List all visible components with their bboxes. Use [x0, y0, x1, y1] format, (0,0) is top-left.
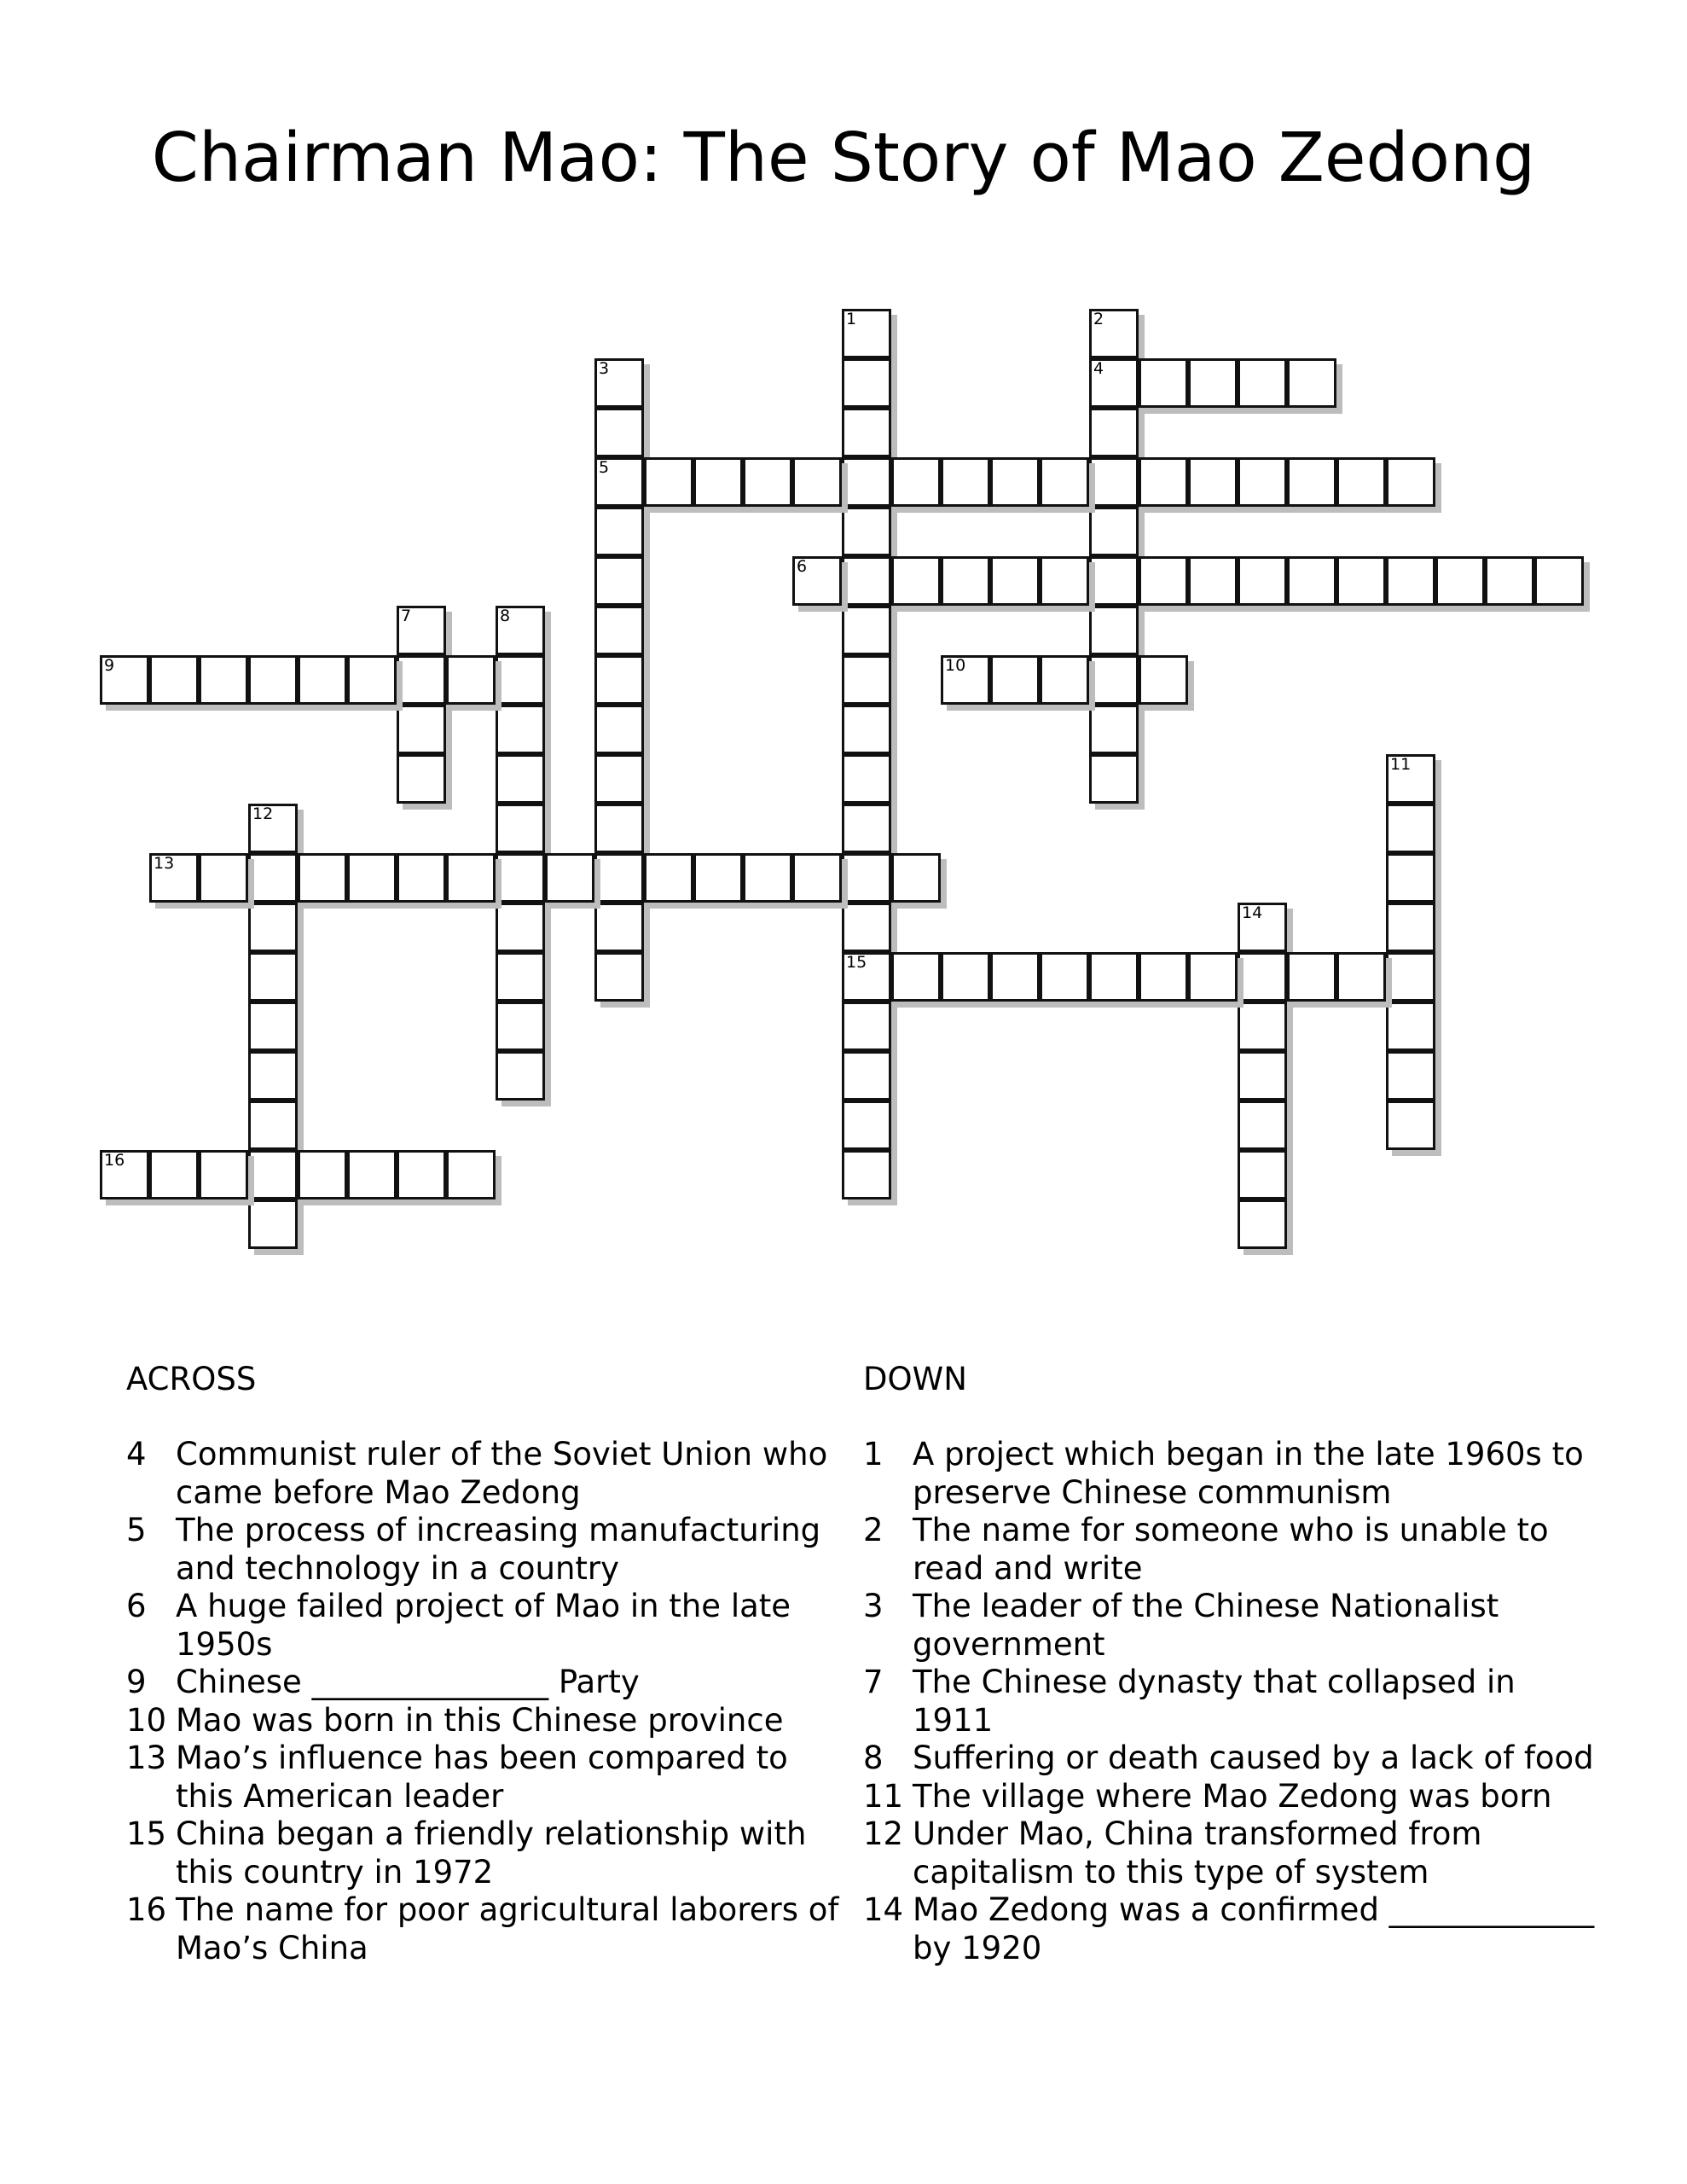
crossword-cell[interactable]: [149, 655, 199, 705]
crossword-cell[interactable]: [100, 1150, 149, 1199]
across-clue: [126, 1891, 843, 1967]
crossword-cell[interactable]: [1089, 358, 1139, 408]
crossword-cell[interactable]: [496, 705, 545, 754]
cell-number: 5: [599, 458, 610, 477]
crossword-cell[interactable]: [1287, 457, 1336, 507]
cell-number: 9: [104, 656, 115, 675]
crossword-cell[interactable]: [1386, 903, 1435, 952]
down-clue-list: [863, 1436, 1597, 1967]
crossword-cell[interactable]: [248, 1150, 298, 1199]
crossword-cell[interactable]: [842, 754, 891, 804]
crossword-cell[interactable]: [842, 705, 891, 754]
crossword-cell[interactable]: [792, 556, 842, 606]
clue-number: 10: [126, 1701, 167, 1739]
crossword-cell[interactable]: [1386, 952, 1435, 1002]
crossword-cell[interactable]: [545, 853, 594, 903]
crossword-cell[interactable]: [990, 952, 1040, 1002]
crossword-cell[interactable]: [1534, 556, 1584, 606]
crossword-cell[interactable]: [1386, 853, 1435, 903]
cell-number: 13: [154, 854, 175, 873]
crossword-cell[interactable]: [496, 754, 545, 804]
crossword-cell[interactable]: [1040, 556, 1089, 606]
clue-number: 1: [863, 1436, 884, 1472]
clue-text: The leader of the Chinese Nationalist government: [913, 1588, 1499, 1663]
down-clue: [863, 1436, 1597, 1512]
crossword-cell[interactable]: [842, 1051, 891, 1101]
down-clue: [863, 1740, 1597, 1778]
crossword-cell[interactable]: [693, 853, 743, 903]
crossword-cell[interactable]: [1386, 1051, 1435, 1101]
crossword-cell[interactable]: [842, 358, 891, 408]
crossword-cell[interactable]: [1336, 457, 1386, 507]
crossword-cell[interactable]: [594, 507, 644, 556]
clue-text: Communist ruler of the Soviet Union who came before Mao Zedong: [176, 1436, 828, 1511]
crossword-cell[interactable]: [842, 556, 891, 606]
clue-text: The village where Mao Zedong was born: [913, 1777, 1552, 1815]
crossword-cell[interactable]: [1139, 457, 1188, 507]
crossword-cell[interactable]: [594, 952, 644, 1002]
crossword-cell[interactable]: [149, 853, 199, 903]
crossword-cell[interactable]: [842, 606, 891, 655]
clue-number: 12: [863, 1815, 904, 1852]
across-clue: [126, 1815, 843, 1891]
crossword-cell[interactable]: [891, 952, 941, 1002]
crossword-cell[interactable]: [1386, 1101, 1435, 1150]
crossword-cell[interactable]: [1238, 457, 1287, 507]
crossword-cell[interactable]: [248, 952, 298, 1002]
crossword-cell[interactable]: [842, 507, 891, 556]
crossword-cell[interactable]: [496, 655, 545, 705]
clue-number: 15: [126, 1815, 167, 1852]
crossword-cell[interactable]: [1089, 952, 1139, 1002]
crossword-cell[interactable]: [1040, 457, 1089, 507]
crossword-cell[interactable]: [397, 754, 446, 804]
clue-number: 14: [863, 1891, 904, 1928]
crossword-cell[interactable]: [1139, 556, 1188, 606]
crossword-cell[interactable]: [1336, 556, 1386, 606]
across-clue: [126, 1664, 843, 1702]
crossword-cell[interactable]: [1238, 1051, 1287, 1101]
cell-number: 15: [846, 953, 867, 972]
crossword-cell[interactable]: [594, 606, 644, 655]
crossword-cell[interactable]: [1188, 952, 1238, 1002]
crossword-cell[interactable]: [1238, 903, 1287, 952]
crossword-cell[interactable]: [1089, 408, 1139, 457]
crossword-cell[interactable]: [1238, 358, 1287, 408]
crossword-cell[interactable]: [1386, 754, 1435, 804]
crossword-cell[interactable]: [347, 853, 397, 903]
crossword-cell[interactable]: [1188, 556, 1238, 606]
crossword-cell[interactable]: [842, 309, 891, 358]
across-clue-list: [126, 1436, 843, 1967]
crossword-cell[interactable]: [644, 853, 693, 903]
crossword-cell[interactable]: [990, 457, 1040, 507]
crossword-cell[interactable]: [248, 804, 298, 853]
crossword-cell[interactable]: [792, 457, 842, 507]
crossword-cell[interactable]: [842, 655, 891, 705]
down-clue: [863, 1588, 1597, 1664]
crossword-cell[interactable]: [496, 952, 545, 1002]
crossword-cell[interactable]: [1287, 952, 1336, 1002]
crossword-cell[interactable]: [1386, 457, 1435, 507]
cell-number: 12: [252, 804, 274, 823]
crossword-cell[interactable]: [990, 655, 1040, 705]
across-clue: [126, 1740, 843, 1815]
cell-number: 1: [846, 310, 857, 328]
clue-text: Mao Zedong was a confirmed _____________ by 1920: [913, 1891, 1595, 1966]
crossword-cell[interactable]: [1485, 556, 1534, 606]
clue-text: The process of increasing manufacturing and technology in a country: [176, 1512, 821, 1587]
crossword-cell[interactable]: [792, 853, 842, 903]
across-heading: ACROSS: [126, 1361, 257, 1397]
crossword-cell[interactable]: [1089, 705, 1139, 754]
crossword-cell[interactable]: [1386, 556, 1435, 606]
crossword-cell[interactable]: [1089, 457, 1139, 507]
crossword-cell[interactable]: [1287, 358, 1336, 408]
crossword-cell[interactable]: [990, 556, 1040, 606]
clue-text: The name for poor agricultural laborers of Mao’s China: [176, 1891, 839, 1966]
across-clue: [126, 1588, 843, 1664]
crossword-cell[interactable]: [594, 853, 644, 903]
clue-text: Mao’s influence has been compared to this American leader: [176, 1740, 788, 1815]
crossword-cell[interactable]: [891, 556, 941, 606]
crossword-cell[interactable]: [496, 1002, 545, 1051]
crossword-cell[interactable]: [941, 556, 990, 606]
crossword-cell[interactable]: [298, 853, 347, 903]
crossword-cell[interactable]: [1089, 507, 1139, 556]
crossword-cell[interactable]: [594, 655, 644, 705]
crossword-cell[interactable]: [100, 655, 149, 705]
clue-text: China began a friendly relationship with this country in 1972: [176, 1815, 807, 1891]
crossword-cell[interactable]: [397, 705, 446, 754]
cell-number: 4: [1093, 359, 1104, 378]
cell-number: 7: [401, 607, 412, 625]
crossword-cell[interactable]: [1089, 556, 1139, 606]
across-clue: [126, 1702, 843, 1740]
clue-text: Mao was born in this Chinese province: [176, 1701, 784, 1739]
crossword-cell[interactable]: [248, 903, 298, 952]
crossword-cell[interactable]: [298, 1150, 347, 1199]
crossword-cell[interactable]: [496, 606, 545, 655]
crossword-cell[interactable]: [1188, 457, 1238, 507]
crossword-cell[interactable]: [842, 457, 891, 507]
crossword-cell[interactable]: [199, 853, 248, 903]
crossword-cell[interactable]: [298, 655, 347, 705]
crossword-cell[interactable]: [842, 408, 891, 457]
crossword-cell[interactable]: [1238, 1150, 1287, 1199]
crossword-cell[interactable]: [1336, 952, 1386, 1002]
clue-number: 13: [126, 1740, 167, 1776]
crossword-cell[interactable]: [842, 1101, 891, 1150]
crossword-cell[interactable]: [496, 903, 545, 952]
crossword-cell[interactable]: [397, 1150, 446, 1199]
clue-number: 3: [863, 1588, 884, 1624]
clue-number: 2: [863, 1512, 884, 1548]
puzzle-title: Chairman Mao: The Story of Mao Zedong: [151, 119, 1536, 197]
cell-number: 3: [599, 359, 610, 378]
crossword-cell[interactable]: [1040, 655, 1089, 705]
crossword-cell[interactable]: [397, 655, 446, 705]
crossword-cell[interactable]: [1238, 1002, 1287, 1051]
crossword-cell[interactable]: [1089, 655, 1139, 705]
crossword-cell[interactable]: [842, 1150, 891, 1199]
crossword-cell[interactable]: [842, 903, 891, 952]
cell-number: 16: [104, 1151, 125, 1170]
crossword-cell[interactable]: [248, 1199, 298, 1249]
crossword-cell[interactable]: [594, 457, 644, 507]
crossword-cell[interactable]: [248, 1101, 298, 1150]
crossword-cell[interactable]: [594, 804, 644, 853]
down-heading: DOWN: [863, 1361, 967, 1397]
clue-text: The Chinese dynasty that collapsed in 1911: [913, 1664, 1516, 1739]
cell-number: 14: [1242, 903, 1263, 922]
cell-number: 2: [1093, 310, 1104, 328]
crossword-cell[interactable]: [496, 804, 545, 853]
clue-text: Chinese _______________ Party: [176, 1664, 640, 1700]
crossword-cell[interactable]: [1040, 952, 1089, 1002]
clue-text: A huge failed project of Mao in the late 1950s: [176, 1588, 791, 1663]
crossword-cell[interactable]: [1238, 952, 1287, 1002]
cell-number: 10: [945, 656, 966, 675]
clue-text: Suffering or death caused by a lack of food: [913, 1740, 1594, 1776]
down-clue: [863, 1778, 1597, 1816]
cell-number: 8: [500, 607, 511, 625]
clue-number: 8: [863, 1740, 884, 1776]
down-clue: [863, 1512, 1597, 1588]
crossword-cell[interactable]: [397, 606, 446, 655]
crossword-cell[interactable]: [1089, 309, 1139, 358]
crossword-cell[interactable]: [1435, 556, 1485, 606]
across-clue: [126, 1436, 843, 1512]
clue-number: 16: [126, 1891, 167, 1928]
crossword-cell[interactable]: [842, 804, 891, 853]
crossword-cell[interactable]: [594, 408, 644, 457]
crossword-cell[interactable]: [1139, 358, 1188, 408]
down-clue: [863, 1891, 1597, 1967]
cell-number: 11: [1390, 755, 1412, 774]
crossword-cell[interactable]: [842, 1002, 891, 1051]
crossword-cell[interactable]: [446, 1150, 496, 1199]
crossword-cell[interactable]: [347, 1150, 397, 1199]
clue-number: 9: [126, 1664, 147, 1700]
clue-number: 7: [863, 1664, 884, 1700]
crossword-cell[interactable]: [248, 853, 298, 903]
crossword-cell[interactable]: [446, 853, 496, 903]
crossword-cell[interactable]: [1089, 606, 1139, 655]
crossword-cell[interactable]: [496, 1051, 545, 1101]
crossword-cell[interactable]: [1089, 754, 1139, 804]
clue-text: A project which began in the late 1960s to preserve Chinese communism: [913, 1436, 1584, 1511]
crossword-cell[interactable]: [248, 1002, 298, 1051]
crossword-cell[interactable]: [941, 655, 990, 705]
crossword-cell[interactable]: [842, 853, 891, 903]
clue-number: 11: [863, 1777, 904, 1815]
crossword-cell[interactable]: [891, 853, 941, 903]
crossword-cell[interactable]: [941, 457, 990, 507]
crossword-cell[interactable]: [397, 853, 446, 903]
crossword-cell[interactable]: [496, 853, 545, 903]
crossword-cell[interactable]: [594, 903, 644, 952]
crossword-cell[interactable]: [941, 952, 990, 1002]
clue-number: 6: [126, 1588, 147, 1624]
crossword-cell[interactable]: [644, 457, 693, 507]
crossword-cell[interactable]: [446, 655, 496, 705]
crossword-cell[interactable]: [248, 655, 298, 705]
clue-number: 4: [126, 1436, 147, 1472]
clue-text: Under Mao, China transformed from capitalism to this type of system: [913, 1815, 1482, 1891]
crossword-cell[interactable]: [199, 655, 248, 705]
crossword-cell[interactable]: [1386, 804, 1435, 853]
down-clue: [863, 1664, 1597, 1740]
clue-number: 5: [126, 1512, 147, 1548]
cell-number: 6: [797, 557, 808, 576]
crossword-cell[interactable]: [743, 853, 792, 903]
crossword-cell[interactable]: [842, 952, 891, 1002]
clue-text: The name for someone who is unable to read and write: [913, 1512, 1549, 1587]
across-clue: [126, 1512, 843, 1588]
crossword-cell[interactable]: [1287, 556, 1336, 606]
down-clue: [863, 1815, 1597, 1891]
crossword-cell[interactable]: [891, 457, 941, 507]
crossword-cell[interactable]: [1238, 1101, 1287, 1150]
crossword-cell[interactable]: [1238, 556, 1287, 606]
crossword-cell[interactable]: [1188, 358, 1238, 408]
crossword-cell[interactable]: [1238, 1199, 1287, 1249]
crossword-cell[interactable]: [1386, 1002, 1435, 1051]
crossword-cell[interactable]: [1139, 655, 1188, 705]
crossword-cell[interactable]: [594, 754, 644, 804]
crossword-cell[interactable]: [693, 457, 743, 507]
crossword-cell[interactable]: [743, 457, 792, 507]
crossword-cell[interactable]: [594, 556, 644, 606]
crossword-cell[interactable]: [199, 1150, 248, 1199]
crossword-cell[interactable]: [594, 358, 644, 408]
crossword-cell[interactable]: [1139, 952, 1188, 1002]
crossword-cell[interactable]: [149, 1150, 199, 1199]
crossword-cell[interactable]: [248, 1051, 298, 1101]
crossword-cell[interactable]: [347, 655, 397, 705]
crossword-cell[interactable]: [594, 705, 644, 754]
